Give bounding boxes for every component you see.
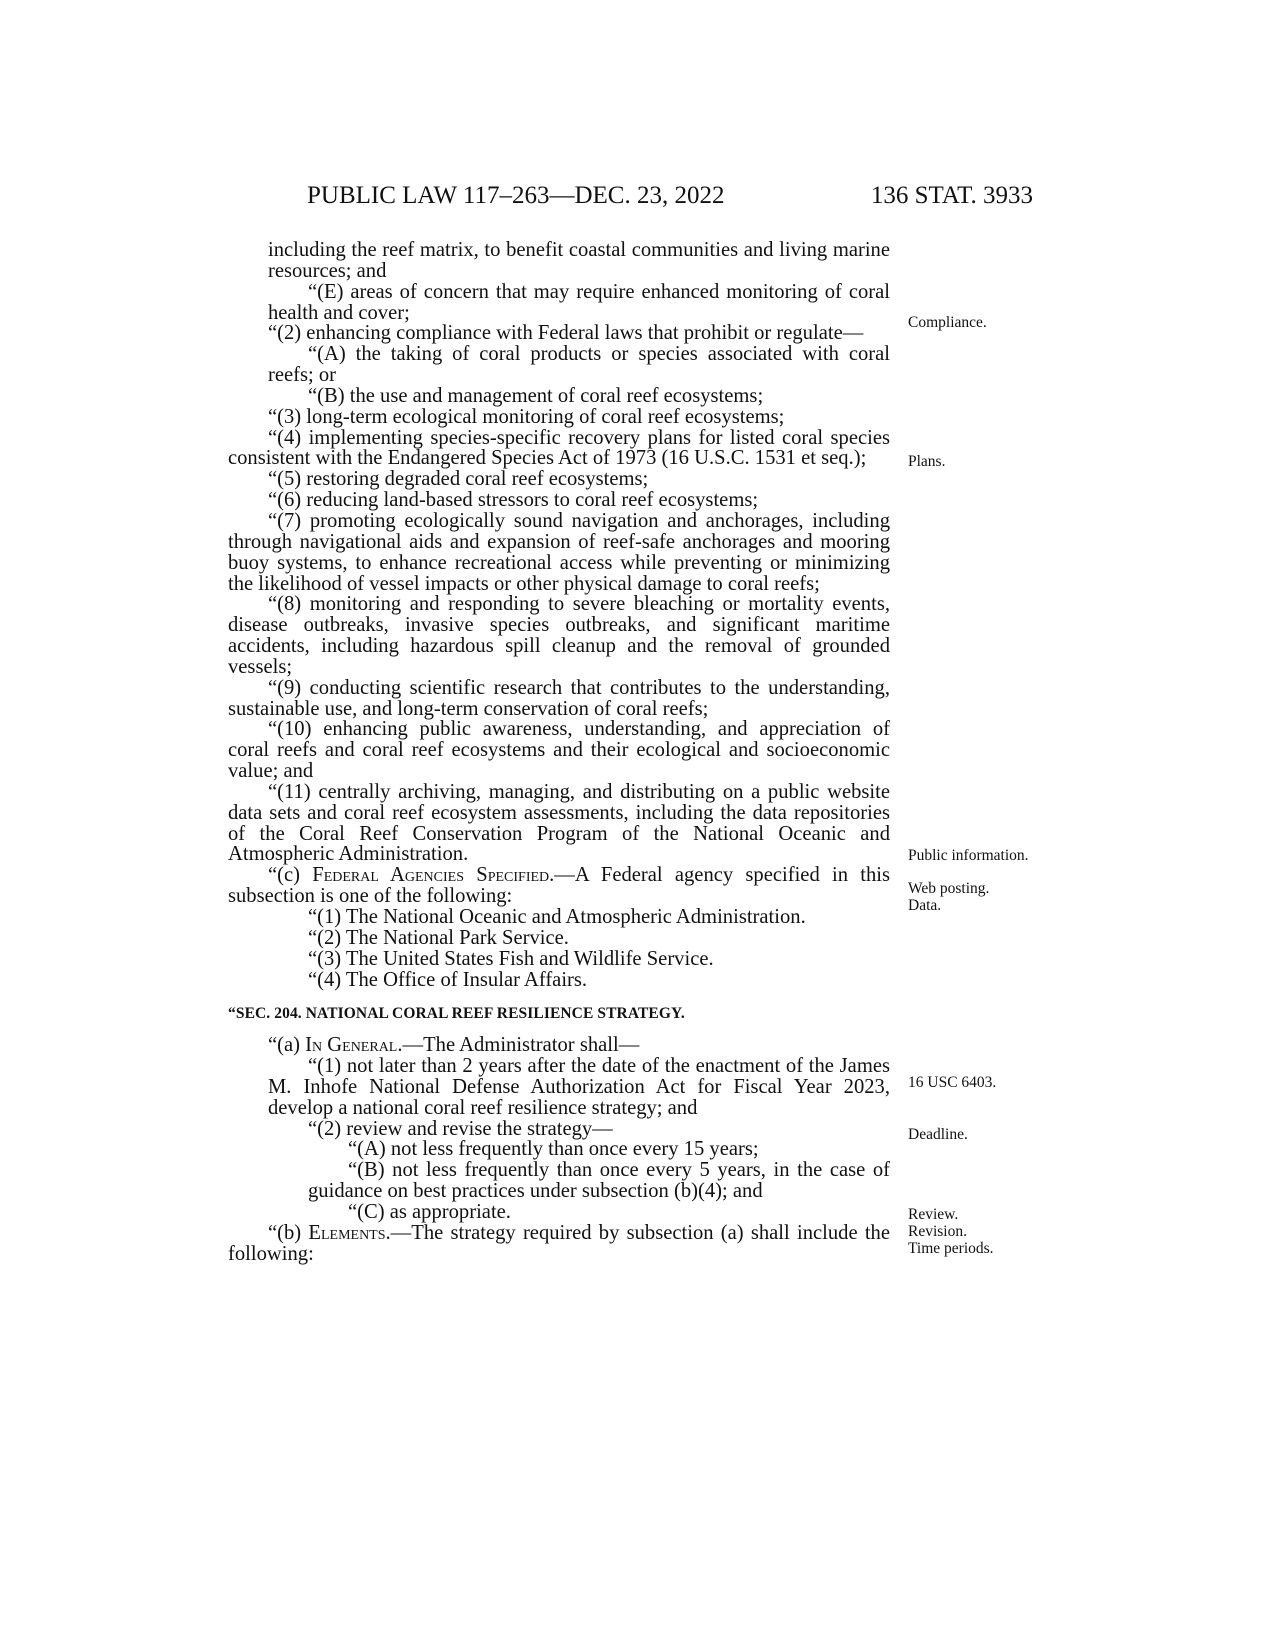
paragraph-1-E: “(E) areas of concern that may require enhanced monitoring of coral health and cover;	[268, 280, 890, 324]
margin-note-public-information: Public information.	[908, 847, 1029, 864]
subsection-c-heading: Federal Agencies Specified	[312, 864, 550, 887]
subsection-a-heading: In General	[305, 1034, 398, 1057]
paragraph-9: “(9) conducting scientific research that contributes to the understanding, sustainable use, and long-term conservation of coral reefs;	[228, 676, 890, 720]
agency-4: “(4) The Office of Insular Affairs.	[308, 968, 588, 991]
paragraph-2-A: “(A) the taking of coral products or species associated with coral reefs; or	[268, 343, 890, 387]
law-title: PUBLIC LAW 117–263—DEC. 23, 2022	[307, 182, 725, 209]
agency-2: “(2) The National Park Service.	[308, 926, 569, 949]
margin-note-deadline: Deadline.	[908, 1126, 968, 1143]
margin-note-time-periods: Time periods.	[908, 1240, 994, 1257]
paragraph-2-B: “(B) the use and management of coral reef ecosystems;	[308, 384, 764, 407]
subsection-a-text: .—The Administrator shall—	[397, 1034, 640, 1057]
subsection-c	[228, 865, 890, 907]
margin-note-review: Review.	[908, 1206, 959, 1223]
margin-note-plans: Plans.	[908, 453, 946, 470]
margin-note-compliance: Compliance.	[908, 314, 987, 331]
strategy-1: “(1) not later than 2 years after the date of the enactment of the James M. Inhofe National Defense Authorization Act for Fiscal Year 2023, develop a national coral reef resilience strategy; and	[268, 1055, 890, 1119]
paragraph: including the reef matrix, to benefit coastal communities and living marine resources; and	[268, 239, 890, 282]
paragraph-3: “(3) long-term ecological monitoring of coral reef ecosystems;	[268, 405, 785, 428]
paragraph-2: “(2) enhancing compliance with Federal laws that prohibit or regulate—	[268, 322, 864, 345]
margin-note-web-posting: Web posting.	[908, 880, 990, 897]
margin-note-usc: 16 USC 6403.	[908, 1074, 997, 1091]
subsection-b-heading: Elements	[308, 1221, 386, 1244]
subsection-b-text: .—The strategy required by subsection (a) shall include the following:	[228, 1221, 890, 1265]
subsection-a-open: “(a)	[268, 1034, 306, 1057]
strategy-2-A: “(A) not less frequently than once every 15 years;	[348, 1138, 759, 1161]
strategy-2-C: “(C) as appropriate.	[348, 1200, 511, 1223]
paragraph-11: “(11) centrally archiving, managing, and distributing on a public website data sets and coral reef ecosystem assessments, including the data repositories of the Coral Reef Conservation Program of the National Oceanic and Atmospheric Administration.	[228, 780, 890, 866]
section-heading: “SEC. 204. NATIONAL CORAL REEF RESILIENCE STRATEGY.	[228, 1005, 685, 1023]
paragraph-5: “(5) restoring degraded coral reef ecosystems;	[268, 468, 649, 491]
paragraph-8: “(8) monitoring and responding to severe bleaching or mortality events, disease outbreaks, invasive species outbreaks, and significant maritime accidents, including hazardous spill cleanup and the removal of grounded vessels;	[228, 593, 890, 678]
strategy-2-B: “(B) not less frequently than once every 5 years, in the case of guidance on best practices under subsection (b)(4); and	[308, 1159, 890, 1203]
agency-1: “(1) The National Oceanic and Atmospheric Administration.	[308, 906, 806, 928]
paragraph-6: “(6) reducing land-based stressors to coral reef ecosystems;	[268, 489, 759, 512]
margin-note-revision: Revision.	[908, 1223, 967, 1240]
paragraph-7: “(7) promoting ecologically sound navigation and anchorages, including through navigational aids and expansion of reef-safe anchorages and mooring buoy systems, to enhance recreational access while preventing or minimizing the likelihood of vessel impacts or other physical damage to coral reefs;	[228, 509, 890, 595]
document-body	[228, 240, 890, 1265]
page-number: 136 STAT. 3933	[870, 182, 1033, 209]
strategy-2: “(2) review and revise the strategy—	[308, 1117, 613, 1140]
subsection-a	[228, 1035, 890, 1056]
subsection-b-open: “(b)	[268, 1221, 309, 1244]
subsection-b	[228, 1223, 890, 1265]
margin-note-data: Data.	[908, 897, 942, 914]
paragraph-4: “(4) implementing species-specific recovery plans for listed coral species consistent with the Endangered Species Act of 1973 (16 U.S.C. 1531 et seq.);	[228, 426, 890, 470]
agency-3: “(3) The United States Fish and Wildlife Service.	[308, 947, 714, 970]
subsection-c-open: “(c)	[268, 864, 313, 887]
paragraph-10: “(10) enhancing public awareness, understanding, and appreciation of coral reefs and coral reef ecosystems and their ecological and socioeconomic value; and	[228, 718, 890, 783]
subsection-c-text: .—A Federal agency specified in this subsection is one of the following:	[228, 864, 891, 908]
running-header	[307, 182, 1033, 216]
